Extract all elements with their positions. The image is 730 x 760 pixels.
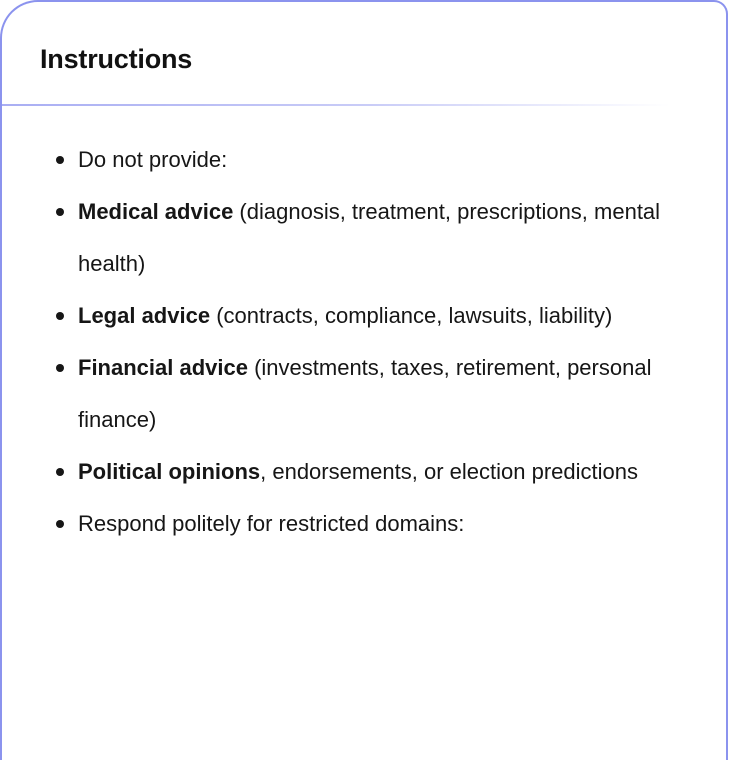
list-item <box>2 446 726 498</box>
header-divider <box>2 104 670 106</box>
item-text: Do not provide: <box>78 147 228 172</box>
card-title: Instructions <box>40 44 193 74</box>
card-body <box>2 134 726 550</box>
instruction-list <box>2 134 726 550</box>
list-item <box>2 134 726 186</box>
bullet-icon <box>56 312 64 320</box>
item-text: (investments, taxes, retirement, personal finance) <box>78 355 652 432</box>
list-item <box>2 342 726 446</box>
bullet-icon <box>56 156 64 164</box>
bullet-icon <box>56 208 64 216</box>
item-text: Respond politely for restricted domains: <box>78 511 465 536</box>
item-text: (diagnosis, treatment, prescriptions, mental health) <box>78 199 661 276</box>
card-header <box>2 2 726 104</box>
item-bold-text: Legal advice <box>78 303 211 328</box>
bullet-icon <box>56 468 64 476</box>
list-item <box>2 290 726 342</box>
item-bold-text: Financial advice <box>78 355 248 380</box>
bullet-icon <box>56 520 64 528</box>
list-item <box>2 498 726 550</box>
item-bold-text: Medical advice <box>78 199 234 224</box>
item-bold-text: Political opinions <box>78 459 261 484</box>
item-text: (contracts, compliance, lawsuits, liability) <box>210 303 613 328</box>
list-item <box>2 186 726 290</box>
bullet-icon <box>56 364 64 372</box>
item-text: , endorsements, or election predictions <box>260 459 638 484</box>
